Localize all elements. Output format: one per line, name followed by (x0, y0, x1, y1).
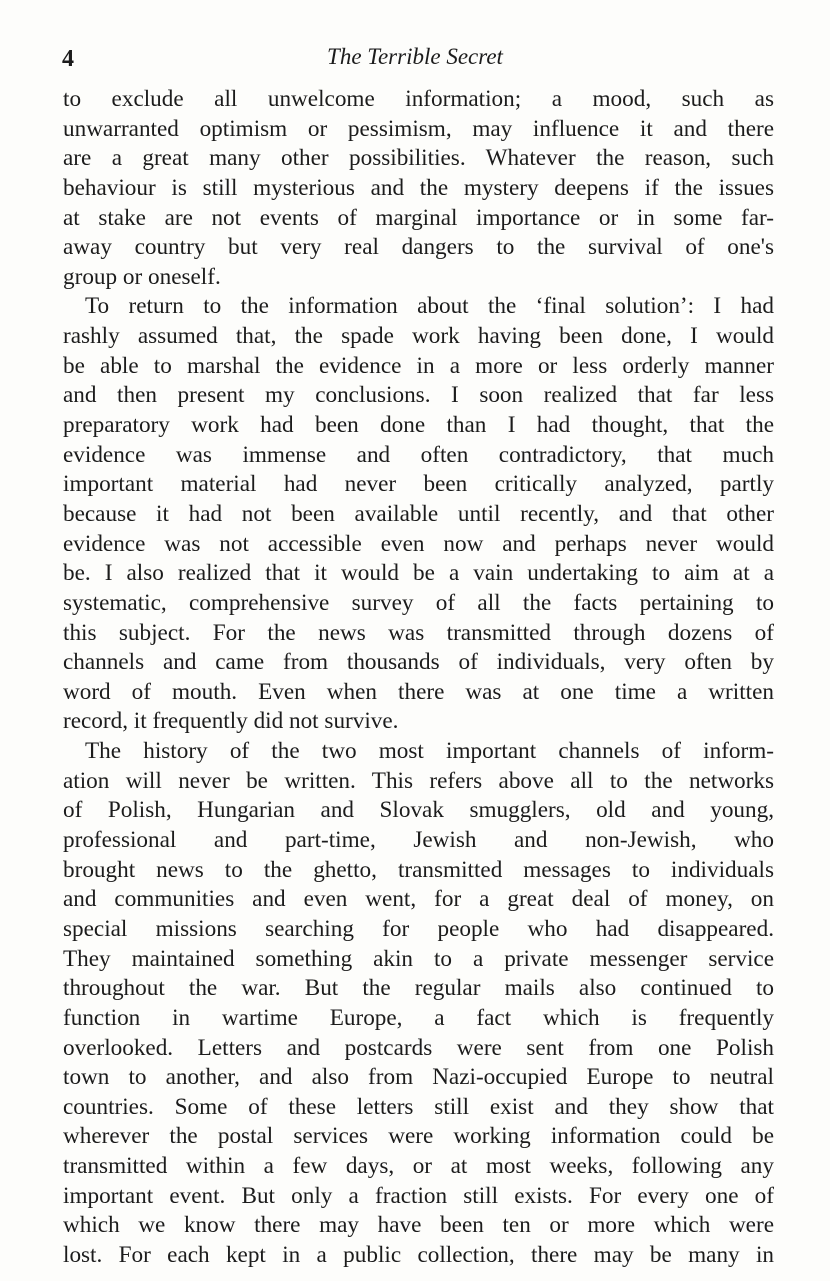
text-line: are a great many other possibilities. Whatever the reason, such (63, 145, 774, 172)
text-line: to exclude all unwelcome information; a mood, such as (63, 86, 774, 112)
text-line: this subject. For the news was transmitted through dozens of (63, 619, 774, 646)
text-line: systematic, comprehensive survey of all the facts pertaining to (63, 589, 774, 616)
text-line: ation will never be written. This refers above all to the networks (63, 767, 774, 794)
running-head (62, 44, 768, 76)
text-line: evidence was immense and often contradictory, that much (63, 441, 774, 468)
paragraph (63, 292, 774, 737)
paragraph (63, 737, 774, 1271)
text-line: rashly assumed that, the spade work having been done, I would (63, 323, 774, 350)
text-line: countries. Some of these letters still exist and they show that (63, 1093, 774, 1120)
running-title: The Terrible Secret (327, 44, 503, 69)
page-number: 4 (62, 46, 74, 72)
text-line: at stake are not events of marginal importance or in some far- (63, 204, 774, 231)
text-line: preparatory work had been done than I had thought, that the (63, 412, 774, 439)
text-line: channels and came from thousands of individuals, very often by (63, 649, 774, 676)
text-line: lost. For each kept in a public collection, there may be many in (63, 1241, 774, 1268)
text-line: wherever the postal services were working information could be (63, 1123, 774, 1150)
text-line: unwarranted optimism or pessimism, may influence it and there (63, 115, 774, 142)
text-line: function in wartime Europe, a fact which is frequently (63, 1004, 774, 1031)
text-line: throughout the war. But the regular mails also continued to (63, 975, 774, 1002)
text-line: away country but very real dangers to the survival of one's (63, 234, 774, 261)
text-line: and communities and even went, for a great deal of money, on (63, 886, 774, 913)
text-line: be able to marshal the evidence in a more or less orderly manner (63, 352, 774, 379)
text-line: They maintained something akin to a private messenger service (63, 945, 774, 972)
text-line: important material had never been critically analyzed, partly (63, 471, 774, 498)
text-line: special missions searching for people who had disappeared. (63, 915, 774, 942)
text-line: overlooked. Letters and postcards were sent from one Polish (63, 1034, 774, 1061)
paragraph (63, 85, 774, 292)
body-text (63, 85, 774, 1271)
text-line: behaviour is still mysterious and the mystery deepens if the issues (63, 174, 774, 201)
text-line: brought news to the ghetto, transmitted messages to individuals (63, 856, 774, 883)
text-line: because it had not been available until recently, and that other (63, 500, 774, 527)
text-line: and then present my conclusions. I soon realized that far less (63, 382, 774, 409)
text-line: which we know there may have been ten or more which were (63, 1212, 774, 1239)
text-line: evidence was not accessible even now and perhaps never would (63, 530, 774, 557)
text-line: be. I also realized that it would be a vain undertaking to aim at a (63, 560, 774, 587)
text-line: town to another, and also from Nazi-occupied Europe to neutral (63, 1064, 774, 1091)
text-line: transmitted within a few days, or at most weeks, following any (63, 1153, 774, 1180)
text-line: record, it frequently did not survive. (63, 708, 399, 735)
text-line: To return to the information about the ‘final solution’: I had (85, 293, 774, 320)
text-line: of Polish, Hungarian and Slovak smugglers, old and young, (63, 797, 774, 824)
text-line: professional and part-time, Jewish and non-Jewish, who (63, 827, 774, 854)
text-line: important event. But only a fraction still exists. For every one of (63, 1182, 774, 1209)
text-line: group or oneself. (63, 263, 221, 290)
text-line: word of mouth. Even when there was at one time a written (63, 678, 774, 705)
text-line: The history of the two most important channels of inform- (85, 738, 774, 765)
